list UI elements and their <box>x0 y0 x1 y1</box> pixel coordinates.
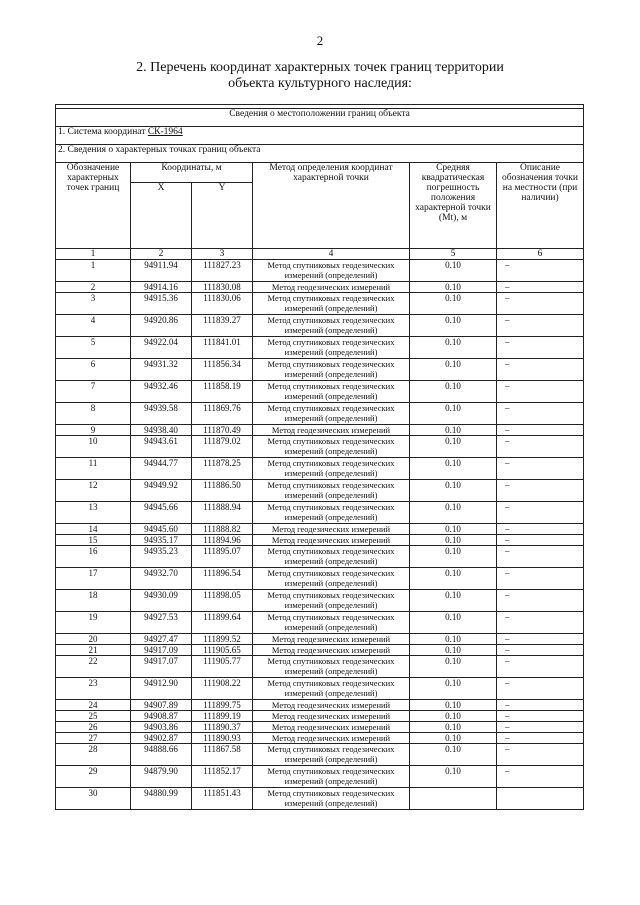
method <box>253 337 410 359</box>
coord-x: 94880.99 <box>131 788 192 810</box>
method-line-2: измерений (определений) <box>284 303 378 313</box>
coordinate-system-row <box>56 127 584 145</box>
description: – <box>497 480 584 502</box>
method-line-2: измерений (определений) <box>284 512 378 522</box>
error-value: 0.10 <box>410 733 497 744</box>
table-row <box>56 502 584 524</box>
error-value: 0.10 <box>410 425 497 436</box>
error-value: 0.10 <box>410 480 497 502</box>
method <box>253 568 410 590</box>
method: Метод геодезических измерений <box>253 425 410 436</box>
table-row <box>56 480 584 502</box>
method-line-1: Метод спутниковых геодезических <box>267 766 395 776</box>
method <box>253 480 410 502</box>
table-row <box>56 315 584 337</box>
method <box>253 381 410 403</box>
error-value: 0.10 <box>410 678 497 700</box>
method-line-2: измерений (определений) <box>284 369 378 379</box>
method <box>253 315 410 337</box>
error-value: 0.10 <box>410 766 497 788</box>
table-row <box>56 788 584 810</box>
col-number: 4 <box>253 249 410 260</box>
col-number: 5 <box>410 249 497 260</box>
method-line-1: Метод спутниковых геодезических <box>267 436 395 446</box>
table-row <box>56 678 584 700</box>
coord-y: 111896.54 <box>192 568 253 590</box>
table-row <box>56 359 584 381</box>
description: – <box>497 403 584 425</box>
method-line-1: Метод спутниковых геодезических <box>267 678 395 688</box>
coord-x: 94908.87 <box>131 711 192 722</box>
col-number: 3 <box>192 249 253 260</box>
coord-x: 94945.60 <box>131 524 192 535</box>
description: – <box>497 700 584 711</box>
description: – <box>497 678 584 700</box>
method: Метод геодезических измерений <box>253 700 410 711</box>
method-line-2: измерений (определений) <box>284 754 378 764</box>
coord-y: 111858.19 <box>192 381 253 403</box>
point-number: 28 <box>56 744 131 766</box>
coord-y: 111830.08 <box>192 282 253 293</box>
coord-x: 94939.58 <box>131 403 192 425</box>
error-value: 0.10 <box>410 293 497 315</box>
table-row <box>56 425 584 436</box>
description: – <box>497 315 584 337</box>
coord-y: 111841.01 <box>192 337 253 359</box>
method-line-2: измерений (определений) <box>284 622 378 632</box>
coord-x: 94915.36 <box>131 293 192 315</box>
table-row <box>56 458 584 480</box>
point-number: 17 <box>56 568 131 590</box>
method: Метод геодезических измерений <box>253 535 410 546</box>
coord-y: 111890.93 <box>192 733 253 744</box>
method <box>253 293 410 315</box>
coord-y: 111908.22 <box>192 678 253 700</box>
table-row <box>56 546 584 568</box>
point-number: 20 <box>56 634 131 645</box>
description: – <box>497 282 584 293</box>
method <box>253 678 410 700</box>
col-header-x: X <box>131 183 192 249</box>
col-header-y: Y <box>192 183 253 249</box>
method-line-1: Метод спутниковых геодезических <box>267 315 395 325</box>
coord-x: 94902.87 <box>131 733 192 744</box>
description: – <box>497 436 584 458</box>
method-line-1: Метод спутниковых геодезических <box>267 293 395 303</box>
point-number: 26 <box>56 722 131 733</box>
method-line-1: Метод спутниковых геодезических <box>267 788 395 798</box>
coord-x: 94943.61 <box>131 436 192 458</box>
method <box>253 656 410 678</box>
col-header-coords: Координаты, м <box>131 163 253 183</box>
description: – <box>497 590 584 612</box>
coord-y: 111905.65 <box>192 645 253 656</box>
method-line-1: Метод спутниковых геодезических <box>267 656 395 666</box>
coord-x: 94945.66 <box>131 502 192 524</box>
coord-x: 94927.47 <box>131 634 192 645</box>
coord-x: 94879.90 <box>131 766 192 788</box>
error-value: 0.10 <box>410 722 497 733</box>
table-row <box>56 733 584 744</box>
description: – <box>497 645 584 656</box>
method: Метод геодезических измерений <box>253 634 410 645</box>
points-section-header: 2. Сведения о характерных точках границ объекта <box>56 145 584 163</box>
method-line-1: Метод спутниковых геодезических <box>267 337 395 347</box>
point-number: 12 <box>56 480 131 502</box>
coord-y: 111899.52 <box>192 634 253 645</box>
coord-x: 94930.09 <box>131 590 192 612</box>
point-number: 25 <box>56 711 131 722</box>
coord-x: 94922.04 <box>131 337 192 359</box>
method-line-1: Метод спутниковых геодезических <box>267 480 395 490</box>
coord-y: 111888.82 <box>192 524 253 535</box>
method-line-2: измерений (определений) <box>284 776 378 786</box>
point-number: 18 <box>56 590 131 612</box>
coord-y: 111894.96 <box>192 535 253 546</box>
point-number: 29 <box>56 766 131 788</box>
point-number: 27 <box>56 733 131 744</box>
point-number: 11 <box>56 458 131 480</box>
table-row <box>56 656 584 678</box>
title-line-2: объекта культурного наследия: <box>228 76 412 91</box>
method-line-1: Метод спутниковых геодезических <box>267 458 395 468</box>
error-value: 0.10 <box>410 381 497 403</box>
coord-x: 94931.32 <box>131 359 192 381</box>
description: – <box>497 766 584 788</box>
method <box>253 546 410 568</box>
method <box>253 260 410 282</box>
error-value: 0.10 <box>410 546 497 568</box>
point-number: 8 <box>56 403 131 425</box>
method-line-1: Метод спутниковых геодезических <box>267 359 395 369</box>
coord-x: 94935.17 <box>131 535 192 546</box>
error-value: 0.10 <box>410 337 497 359</box>
coord-x: 94920.86 <box>131 315 192 337</box>
error-value: 0.10 <box>410 700 497 711</box>
description: – <box>497 359 584 381</box>
error-value: 0.10 <box>410 315 497 337</box>
col-header-method: Метод определения координат характерной точки <box>253 163 410 249</box>
coord-y: 111869.76 <box>192 403 253 425</box>
method <box>253 403 410 425</box>
table-row <box>56 766 584 788</box>
error-value: 0.10 <box>410 359 497 381</box>
table-row <box>56 645 584 656</box>
point-number: 24 <box>56 700 131 711</box>
method-line-2: измерений (определений) <box>284 468 378 478</box>
method-line-2: измерений (определений) <box>284 446 378 456</box>
method-line-2: измерений (определений) <box>284 578 378 588</box>
method-line-2: измерений (определений) <box>284 688 378 698</box>
coord-x: 94932.70 <box>131 568 192 590</box>
method-line-2: измерений (определений) <box>284 391 378 401</box>
coord-y: 111879.02 <box>192 436 253 458</box>
point-number: 23 <box>56 678 131 700</box>
method <box>253 436 410 458</box>
method <box>253 590 410 612</box>
point-number: 5 <box>56 337 131 359</box>
coord-y: 111898.05 <box>192 590 253 612</box>
description: – <box>497 733 584 744</box>
point-number: 19 <box>56 612 131 634</box>
description: – <box>497 458 584 480</box>
col-number: 1 <box>56 249 131 260</box>
table-row <box>56 436 584 458</box>
error-value: 0.10 <box>410 568 497 590</box>
coordinates-table <box>55 104 584 810</box>
method <box>253 502 410 524</box>
point-number: 13 <box>56 502 131 524</box>
method-line-1: Метод спутниковых геодезических <box>267 546 395 556</box>
table-row <box>56 744 584 766</box>
coord-x: 94949.92 <box>131 480 192 502</box>
method-line-1: Метод спутниковых геодезических <box>267 590 395 600</box>
method-line-1: Метод спутниковых геодезических <box>267 744 395 754</box>
document-title <box>120 60 520 92</box>
description: – <box>497 524 584 535</box>
coord-x: 94932.46 <box>131 381 192 403</box>
description: – <box>497 568 584 590</box>
method <box>253 612 410 634</box>
method: Метод геодезических измерений <box>253 282 410 293</box>
coord-y: 111856.34 <box>192 359 253 381</box>
error-value: 0.10 <box>410 282 497 293</box>
error-value: 0.10 <box>410 535 497 546</box>
method-line-1: Метод спутниковых геодезических <box>267 260 395 270</box>
description: – <box>497 546 584 568</box>
table-row <box>56 634 584 645</box>
method-line-1: Метод спутниковых геодезических <box>267 502 395 512</box>
col-header-point: Обозначение характерных точек границ <box>56 163 131 249</box>
coordinate-system-value: СК-1964 <box>147 127 183 137</box>
coord-x: 94917.07 <box>131 656 192 678</box>
description: – <box>497 337 584 359</box>
error-value: 0.10 <box>410 645 497 656</box>
method-line-2: измерений (определений) <box>284 270 378 280</box>
point-number: 22 <box>56 656 131 678</box>
description: – <box>497 535 584 546</box>
table-row <box>56 282 584 293</box>
method-line-2: измерений (определений) <box>284 600 378 610</box>
description: – <box>497 722 584 733</box>
description: – <box>497 293 584 315</box>
coord-y: 111888.94 <box>192 502 253 524</box>
method-line-1: Метод спутниковых геодезических <box>267 612 395 622</box>
table-row <box>56 535 584 546</box>
error-value: 0.10 <box>410 744 497 766</box>
method-line-2: измерений (определений) <box>284 325 378 335</box>
col-number: 6 <box>497 249 584 260</box>
error-value: 0.10 <box>410 612 497 634</box>
coord-x: 94935.23 <box>131 546 192 568</box>
coord-y: 111830.06 <box>192 293 253 315</box>
point-number: 21 <box>56 645 131 656</box>
coord-y: 111886.50 <box>192 480 253 502</box>
point-number: 7 <box>56 381 131 403</box>
table-row <box>56 590 584 612</box>
point-number: 1 <box>56 260 131 282</box>
coord-y: 111899.19 <box>192 711 253 722</box>
coord-x: 94944.77 <box>131 458 192 480</box>
coord-y: 111827.23 <box>192 260 253 282</box>
point-number: 10 <box>56 436 131 458</box>
coord-x: 94938.40 <box>131 425 192 436</box>
error-value: 0.10 <box>410 436 497 458</box>
point-number: 6 <box>56 359 131 381</box>
coord-x: 94888.66 <box>131 744 192 766</box>
title-line-1: 2. Перечень координат характерных точек границ территории <box>136 60 504 75</box>
coord-y: 111878.25 <box>192 458 253 480</box>
description: – <box>497 711 584 722</box>
table-row <box>56 700 584 711</box>
point-number: 14 <box>56 524 131 535</box>
coord-y: 111890.37 <box>192 722 253 733</box>
error-value: 0.10 <box>410 590 497 612</box>
method: Метод геодезических измерений <box>253 722 410 733</box>
method <box>253 359 410 381</box>
column-numbers-row <box>56 249 584 260</box>
coord-y: 111905.77 <box>192 656 253 678</box>
method <box>253 788 410 810</box>
page-number: 2 <box>316 33 324 48</box>
point-number: 4 <box>56 315 131 337</box>
point-number: 16 <box>56 546 131 568</box>
description <box>497 788 584 810</box>
description: – <box>497 612 584 634</box>
description: – <box>497 260 584 282</box>
col-number: 2 <box>131 249 192 260</box>
coord-y: 111851.43 <box>192 788 253 810</box>
error-value: 0.10 <box>410 403 497 425</box>
method-line-2: измерений (определений) <box>284 490 378 500</box>
col-header-error: Средняя квадратическая погрешность положения характерной точки (Mt), м <box>410 163 497 249</box>
point-number: 15 <box>56 535 131 546</box>
table-row <box>56 403 584 425</box>
point-number: 3 <box>56 293 131 315</box>
table-row <box>56 524 584 535</box>
coord-y: 111852.17 <box>192 766 253 788</box>
method-line-2: измерений (определений) <box>284 666 378 676</box>
point-number: 2 <box>56 282 131 293</box>
description: – <box>497 634 584 645</box>
method <box>253 766 410 788</box>
method-line-1: Метод спутниковых геодезических <box>267 403 395 413</box>
coord-x: 94911.94 <box>131 260 192 282</box>
description: – <box>497 744 584 766</box>
error-value <box>410 788 497 810</box>
coord-x: 94912.90 <box>131 678 192 700</box>
method: Метод геодезических измерений <box>253 711 410 722</box>
coord-x: 94927.53 <box>131 612 192 634</box>
description: – <box>497 381 584 403</box>
method-line-2: измерений (определений) <box>284 798 378 808</box>
description: – <box>497 656 584 678</box>
description: – <box>497 425 584 436</box>
method: Метод геодезических измерений <box>253 733 410 744</box>
method-line-2: измерений (определений) <box>284 556 378 566</box>
coord-y: 111899.75 <box>192 700 253 711</box>
coord-y: 111895.07 <box>192 546 253 568</box>
method-line-1: Метод спутниковых геодезических <box>267 568 395 578</box>
table-row <box>56 293 584 315</box>
table-row <box>56 381 584 403</box>
section-header: Сведения о местоположении границ объекта <box>56 109 584 127</box>
coord-y: 111899.64 <box>192 612 253 634</box>
error-value: 0.10 <box>410 260 497 282</box>
method-line-2: измерений (определений) <box>284 347 378 357</box>
coord-y: 111870.49 <box>192 425 253 436</box>
error-value: 0.10 <box>410 502 497 524</box>
description: – <box>497 502 584 524</box>
coord-x: 94907.89 <box>131 700 192 711</box>
error-value: 0.10 <box>410 634 497 645</box>
point-number: 9 <box>56 425 131 436</box>
coord-y: 111867.58 <box>192 744 253 766</box>
table-row <box>56 711 584 722</box>
table-row <box>56 722 584 733</box>
table-row <box>56 612 584 634</box>
coord-x: 94917.09 <box>131 645 192 656</box>
table-row <box>56 260 584 282</box>
method-line-2: измерений (определений) <box>284 413 378 423</box>
error-value: 0.10 <box>410 458 497 480</box>
method-line-1: Метод спутниковых геодезических <box>267 381 395 391</box>
error-value: 0.10 <box>410 656 497 678</box>
error-value: 0.10 <box>410 524 497 535</box>
method: Метод геодезических измерений <box>253 645 410 656</box>
table-row <box>56 568 584 590</box>
coord-y: 111839.27 <box>192 315 253 337</box>
method <box>253 744 410 766</box>
method: Метод геодезических измерений <box>253 524 410 535</box>
coordinate-system-label: 1. Система координат <box>58 127 146 137</box>
coord-x: 94903.86 <box>131 722 192 733</box>
col-header-desc: Описание обозначения точки на местности (при наличии) <box>497 163 584 249</box>
point-number: 30 <box>56 788 131 810</box>
error-value: 0.10 <box>410 711 497 722</box>
table-row <box>56 337 584 359</box>
coord-x: 94914.16 <box>131 282 192 293</box>
method <box>253 458 410 480</box>
